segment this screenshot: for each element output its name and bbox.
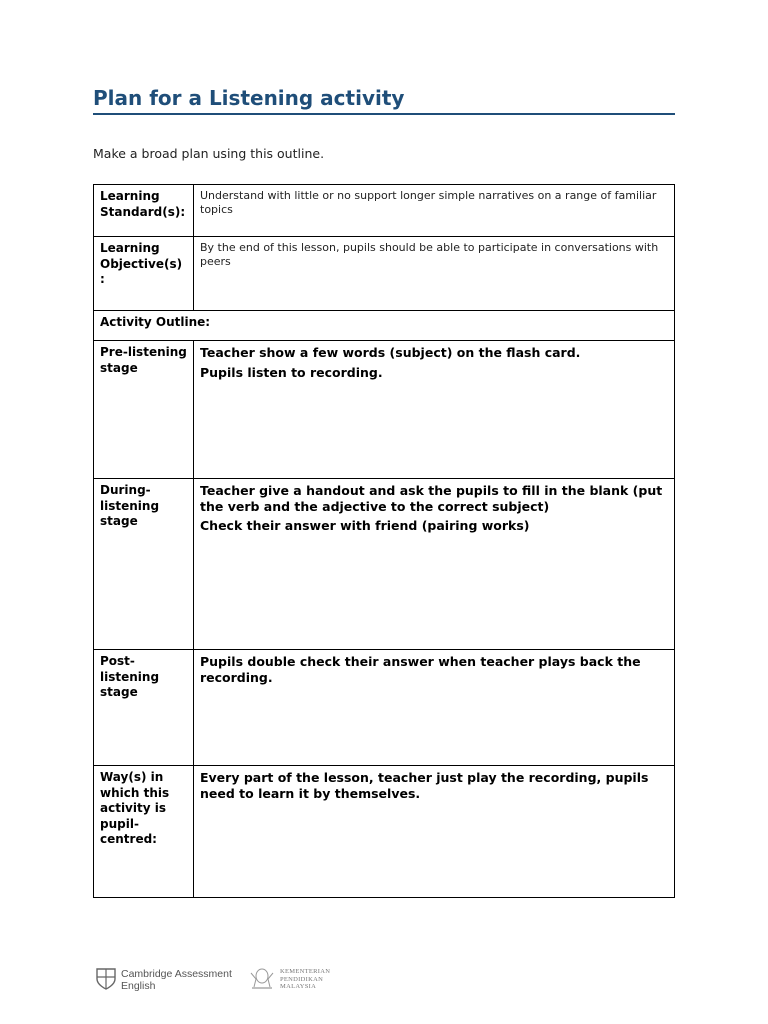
plan-table: [93, 184, 675, 898]
row-pupil-centred: [94, 766, 675, 898]
kementerian-crest-icon: [248, 967, 276, 991]
pre-listening-line: Teacher show a few words (subject) on the flash card.: [200, 345, 581, 360]
activity-outline-heading: Activity Outline:: [94, 311, 675, 341]
during-listening-line: Teacher give a handout and ask the pupils to fill in the blank (put the verb and the adjective to the correct subject): [200, 483, 663, 514]
row-during-listening: [94, 479, 675, 650]
value-during-listening: [194, 479, 675, 650]
label-post-listening: Post-listening stage: [94, 650, 194, 766]
pupil-centred-line: Every part of the lesson, teacher just play the recording, pupils need to learn it by themselves.: [200, 770, 649, 801]
value-pupil-centred: [194, 766, 675, 898]
label-learning-objective: Learning Objective(s) :: [94, 237, 194, 311]
kementerian-line2: PENDIDIKAN: [280, 975, 324, 983]
value-post-listening: [194, 650, 675, 766]
kementerian-line1: KEMENTERIAN: [280, 968, 331, 975]
kementerian-logo-text: [280, 968, 330, 991]
post-listening-line: Pupils double check their answer when teacher plays back the recording.: [200, 654, 641, 685]
cambridge-line2: English: [121, 980, 156, 992]
row-pre-listening: [94, 341, 675, 479]
label-pre-listening: Pre-listening stage: [94, 341, 194, 479]
during-listening-line: Check their answer with friend (pairing works): [200, 518, 530, 533]
cambridge-line1: Cambridge Assessment: [121, 968, 232, 980]
row-activity-outline: [94, 311, 675, 341]
footer-logos: [96, 966, 346, 994]
value-learning-objective: By the end of this lesson, pupils should be able to participate in conversations with peers: [194, 237, 675, 311]
label-pupil-centred: Way(s) in which this activity is pupil-centred:: [94, 766, 194, 898]
value-learning-standard: Understand with little or no support longer simple narratives on a range of familiar topics: [194, 185, 675, 237]
cambridge-logo-text: [121, 968, 232, 992]
page-title: Plan for a Listening activity: [93, 86, 675, 115]
row-learning-objective: [94, 237, 675, 311]
cambridge-shield-icon: [96, 968, 116, 990]
row-learning-standard: [94, 185, 675, 237]
intro-text: Make a broad plan using this outline.: [93, 146, 325, 161]
row-post-listening: [94, 650, 675, 766]
value-pre-listening: [194, 341, 675, 479]
label-during-listening: During-listening stage: [94, 479, 194, 650]
label-learning-standard: Learning Standard(s):: [94, 185, 194, 237]
pre-listening-line: Pupils listen to recording.: [200, 364, 383, 380]
kementerian-line3: MALAYSIA: [280, 983, 317, 990]
